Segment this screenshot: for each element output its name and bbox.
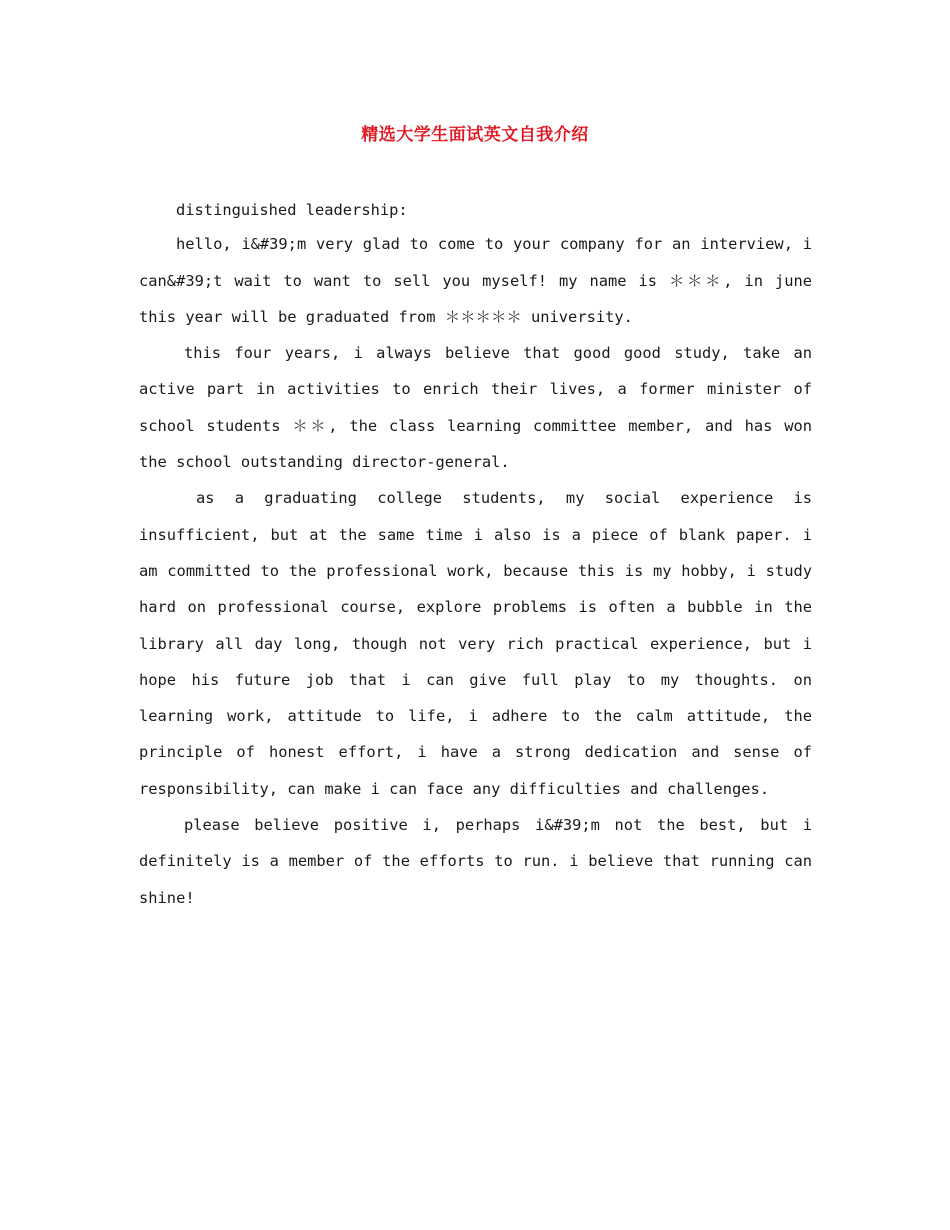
paragraph-study: this four years, i always believe that good good study, take an active part in activities to enrich their lives, a former minister of school students ＊＊, the class learning committee member, and has won the school outstanding director-general. xyxy=(139,344,812,472)
document-title: 精选大学生面试英文自我介绍 xyxy=(361,125,589,145)
salutation: distinguished leadership: xyxy=(176,201,408,219)
paragraph-closing: please believe positive i, perhaps i&#39;m not the best, but i definitely is a member of the efforts to run. i believe that running can shine! xyxy=(139,816,812,907)
paragraph-intro: hello, i&#39;m very glad to come to your company for an interview, i can&#39;t wait to want to sell you myself! my name is ＊＊＊, in june this year will be graduated from ＊＊＊＊＊ university. xyxy=(139,235,812,326)
paragraph-experience: as a graduating college students, my social experience is insufficient, but at the same time i also is a piece of blank paper. i am committed to the professional work, because this is my hobby, i study hard on professional course, explore problems is often a bubble in the library all day long, though not very rich practical experience, but i hope his future job that i can give full play to my thoughts. on learning work, attitude to life, i adhere to the calm attitude, the principle of honest effort, i have a strong dedication and sense of responsibility, can make i can face any difficulties and challenges. xyxy=(139,489,812,798)
document-body xyxy=(139,192,812,916)
